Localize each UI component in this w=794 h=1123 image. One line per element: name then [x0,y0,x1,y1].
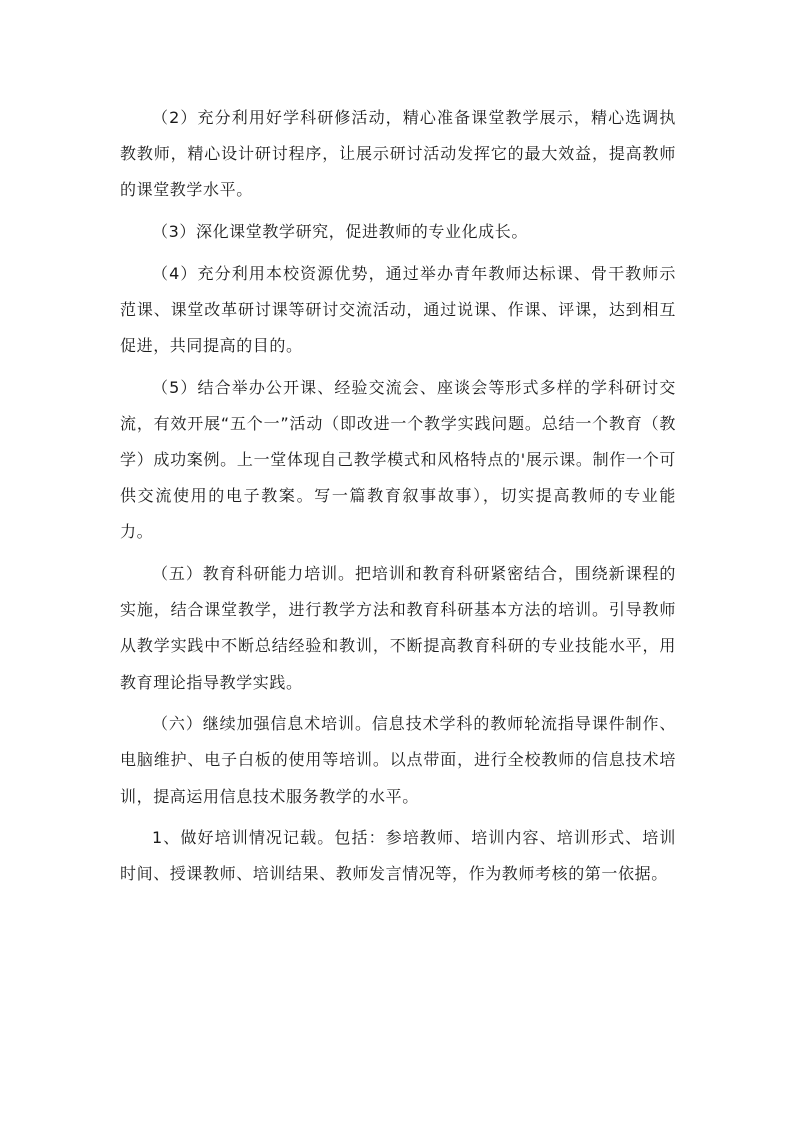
paragraph-training-records: 1、做好培训情况记载。包括：参培教师、培训内容、培训形式、培训时间、授课教师、培训结果、教师发言情况等，作为教师考核的第一依据。 [120,828,676,884]
paragraph-4-school-resources: （4）充分利用本校资源优势，通过举办青年教师达标课、骨干教师示范课、课堂改革研讨课等研讨交流活动，通过说课、作课、评课，达到相互促进，共同提高的目的。 [120,263,676,355]
paragraph-3-classroom-research: （3）深化课堂教学研究，促进教师的专业化成长。 [152,222,528,241]
paragraph-it-training: （六）继续加强信息术培训。信息技术学科的教师轮流指导课件制作、电脑维护、电子白板的使用等培训。以点带面，进行全校教师的信息技术培训，提高运用信息技术服务教学的水平。 [120,714,676,806]
paragraph-5-five-ones-activity: （5）结合举办公开课、经验交流会、座谈会等形式多样的学科研讨交流，有效开展“五个一”活动（即改进一个教学实践问题。总结一个教育（教学）成功案例。上一堂体现自己教学模式和风格特点的'展示课。制作一个可供交流使用的电子教案。写一篇教育叙事故事），切实提高教师的专业能力。 [120,377,676,542]
paragraph-research-training: （五）教育科研能力培训。把培训和教育科研紧密结合，围绕新课程的实施，结合课堂教学，进行教学方法和教育科研基本方法的培训。引导教师从教学实践中不断总结经验和教训，不断提高教育科研的专业技能水平，用教育理论指导教学实践。 [120,564,676,692]
document-body [120,100,676,898]
paragraph-2-subject-research: （2）充分利用好学科研修活动，精心准备课堂教学展示，精心选调执教教师，精心设计研讨程序，让展示研讨活动发挥它的最大效益，提高教师的课堂教学水平。 [120,108,676,200]
